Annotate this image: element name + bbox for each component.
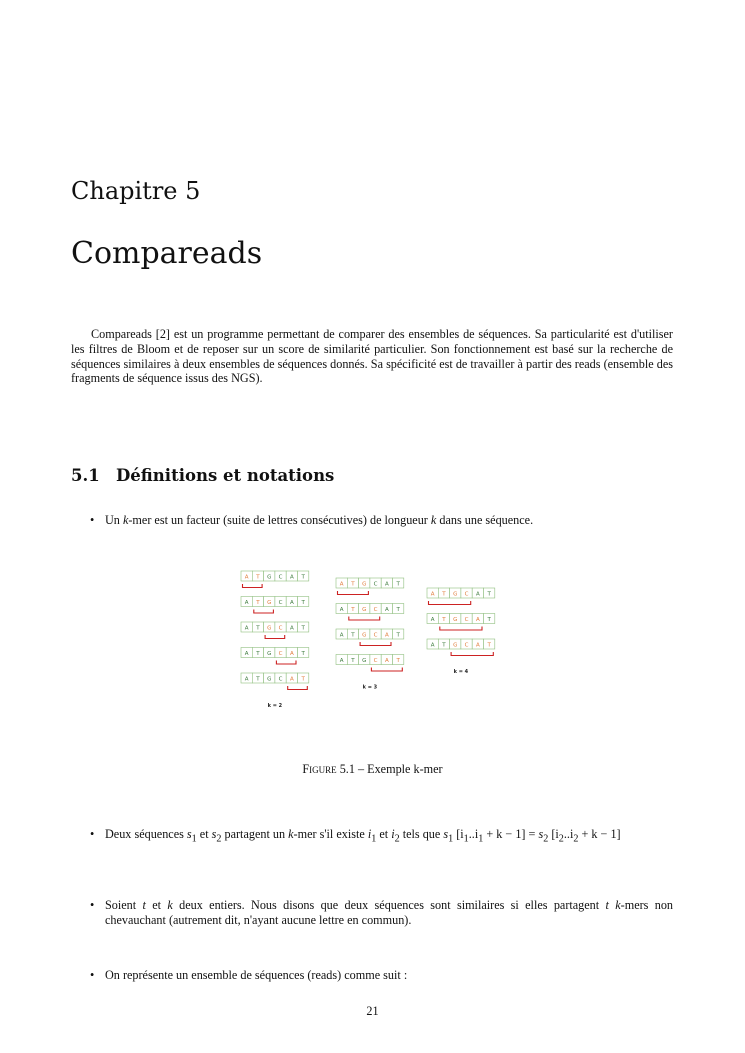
sequence-letter: C	[464, 616, 469, 623]
sequence-letter: A	[339, 581, 344, 588]
sequence-letter: C	[278, 650, 283, 657]
section-heading	[71, 466, 334, 485]
kmer-bracket	[243, 584, 263, 588]
sequence-letter: G	[362, 657, 367, 664]
sequence-letter: T	[351, 581, 355, 588]
sequence-letter: T	[301, 676, 305, 683]
sequence-letter: T	[256, 676, 260, 683]
sequence-letter: T	[256, 574, 260, 581]
sequence-letter: T	[301, 574, 305, 581]
sequence-letter: T	[442, 591, 446, 598]
sequence-letter: A	[339, 632, 344, 639]
kmer-bracket	[254, 610, 274, 614]
sequence-letter: C	[278, 676, 283, 683]
sequence-letter: A	[384, 606, 389, 613]
sequence-letter: T	[351, 657, 355, 664]
sequence-letter: C	[373, 581, 378, 588]
sequence-letter: A	[475, 616, 480, 623]
sequence-letter: T	[487, 591, 491, 598]
kmer-bracket	[288, 686, 308, 690]
sequence-letter: A	[289, 650, 294, 657]
kmer-bracket	[265, 635, 285, 639]
sequence-letter: G	[267, 599, 272, 606]
bullet-kmer-definition	[90, 513, 673, 528]
bullet-dot: •	[90, 898, 95, 912]
sequence-letter: C	[464, 642, 469, 649]
sequence-letter: T	[396, 581, 400, 588]
sequence-letter: G	[267, 625, 272, 632]
bullet-shared-kmer-text: Deux séquences $s_1$ et $s_2$ partagent un k-mer s'il existe $i_1$ et $i_2$ tels que $s_1$ $[i_1..i_1 + k - 1] = s_2$ $[i_2..i_2 + k - 1]$	[105, 827, 621, 845]
kmer-figure	[238, 565, 508, 715]
sequence-letter: T	[256, 625, 260, 632]
section-title: Définitions et notations	[116, 466, 335, 485]
sequence-letter: A	[289, 625, 294, 632]
chapter-title: Compareads	[71, 236, 263, 271]
figure-caption	[0, 762, 745, 777]
sequence-letter: T	[396, 657, 400, 664]
bullet-kmer-text: Un k-mer est un facteur (suite de lettres consécutives) de longueur k dans une séquence.	[105, 513, 534, 527]
sequence-letter: C	[278, 599, 283, 606]
sequence-letter: A	[384, 657, 389, 664]
k-label: k = 2	[267, 703, 283, 709]
sequence-letter: A	[339, 657, 344, 664]
sequence-letter: C	[373, 657, 378, 664]
bullet-dot: •	[90, 968, 95, 982]
kmer-bracket	[429, 601, 471, 605]
figure-label: Figure 5.1	[302, 762, 355, 776]
figure-caption-text: Exemple k-mer	[367, 762, 443, 776]
sequence-letter: A	[430, 616, 435, 623]
sequence-letter: C	[278, 625, 283, 632]
sequence-letter: A	[244, 599, 249, 606]
bullet-dot: •	[90, 513, 95, 527]
kmer-bracket	[276, 661, 296, 665]
figure-separator: –	[354, 762, 368, 776]
sequence-letter: A	[430, 591, 435, 598]
sequence-letter: T	[442, 642, 446, 649]
sequence-letter: T	[301, 650, 305, 657]
sequence-letter: C	[278, 574, 283, 581]
sequence-letter: A	[384, 581, 389, 588]
sequence-letter: A	[244, 574, 249, 581]
chapter-label: Chapitre 5	[71, 177, 201, 205]
kmer-bracket	[349, 617, 380, 621]
sequence-letter: G	[267, 676, 272, 683]
sequence-letter: T	[351, 632, 355, 639]
section-number: 5.1	[71, 466, 100, 485]
bullet-shared-kmer	[90, 827, 673, 846]
sequence-letter: C	[373, 606, 378, 613]
sequence-letter: A	[289, 676, 294, 683]
sequence-letter: C	[464, 591, 469, 598]
sequence-letter: T	[256, 599, 260, 606]
sequence-letter: T	[301, 625, 305, 632]
sequence-letter: T	[301, 599, 305, 606]
sequence-letter: A	[339, 606, 344, 613]
sequence-letter: T	[442, 616, 446, 623]
sequence-letter: A	[289, 574, 294, 581]
kmer-bracket	[440, 627, 482, 631]
sequence-letter: A	[430, 642, 435, 649]
k-label: k = 4	[453, 669, 469, 675]
sequence-letter: A	[384, 632, 389, 639]
sequence-letter: C	[373, 632, 378, 639]
kmer-bracket	[371, 668, 402, 672]
sequence-letter: T	[351, 606, 355, 613]
kmer-bracket	[451, 652, 493, 656]
sequence-letter: T	[487, 616, 491, 623]
bullet-dot: •	[90, 827, 95, 841]
sequence-letter: A	[244, 625, 249, 632]
sequence-letter: G	[362, 606, 367, 613]
sequence-letter: A	[244, 676, 249, 683]
sequence-letter: G	[362, 581, 367, 588]
sequence-letter: T	[256, 650, 260, 657]
intro-paragraph: Compareads [2] est un programme permettant de comparer des ensembles de séquences. Sa particularité est d'utiliser les filtres de Bloom et de reposer sur un score de similarité particulier. Son fonctionnement est basé sur la recherche de séquences similaires à deux ensembles de séquences donnés. Sa spécificité est de travailler à partir des reads (ensemble des fragments de séquence issus des NGS).	[71, 327, 673, 386]
bullet-representation	[90, 968, 673, 983]
k-label: k = 3	[362, 684, 378, 691]
sequence-letter: G	[267, 574, 272, 581]
kmer-bracket	[338, 591, 369, 595]
kmer-bracket	[360, 642, 391, 646]
sequence-letter: G	[362, 632, 367, 639]
sequence-letter: A	[244, 650, 249, 657]
sequence-letter: G	[453, 642, 458, 649]
page-number: 21	[366, 1004, 379, 1018]
bullet-representation-text: On représente un ensemble de séquences (reads) comme suit :	[105, 968, 408, 982]
sequence-letter: T	[396, 632, 400, 639]
sequence-letter: A	[475, 642, 480, 649]
sequence-letter: T	[396, 606, 400, 613]
sequence-letter: G	[267, 650, 272, 657]
sequence-letter: A	[289, 599, 294, 606]
sequence-letter: G	[453, 616, 458, 623]
sequence-letter: A	[475, 591, 480, 598]
bullet-similarity-text: Soient t et k deux entiers. Nous disons que deux séquences sont similaires si elles partagent t k-mers non chevauchant (autrement dit, n'ayant aucune lettre en commun).	[105, 898, 674, 927]
sequence-letter: G	[453, 591, 458, 598]
bullet-similarity	[90, 898, 673, 928]
sequence-letter: T	[487, 642, 491, 649]
